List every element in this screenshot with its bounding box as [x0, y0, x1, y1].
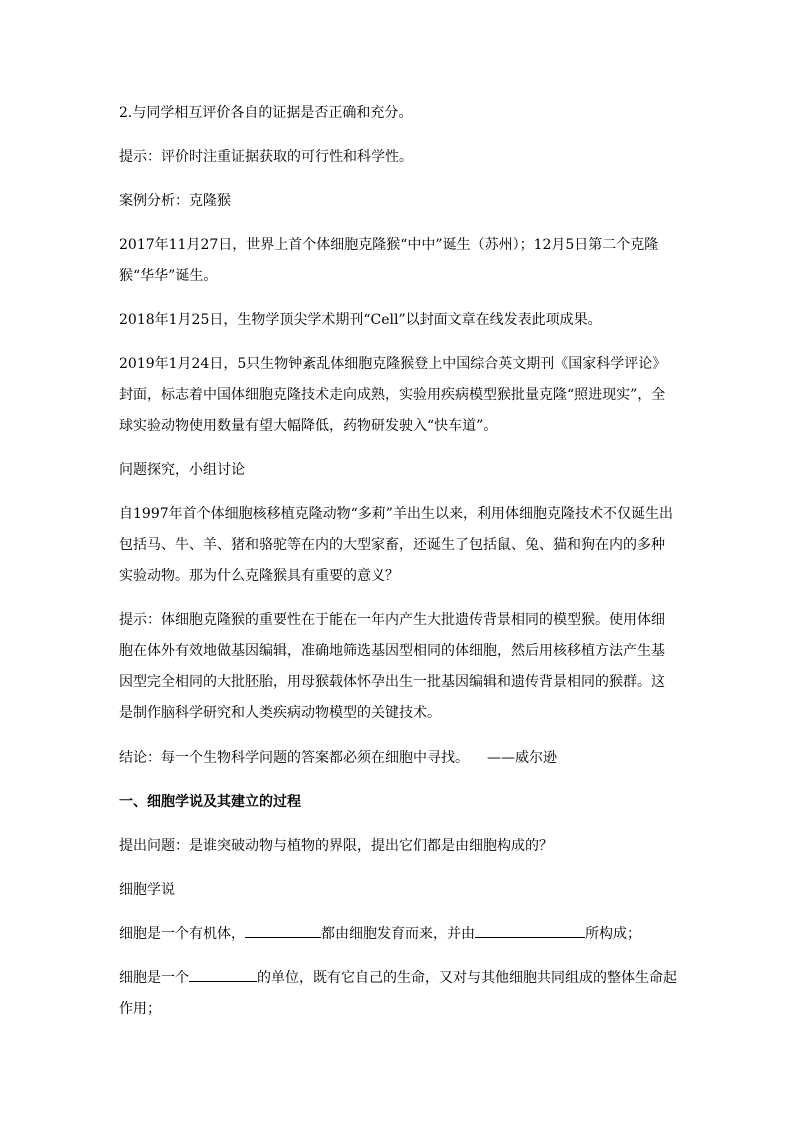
fill-text-b: 都由细胞发育而来，并由 — [321, 926, 475, 942]
conclusion-author: ——威尔逊 — [487, 750, 557, 766]
paragraph-2018: 2018年1月25日，生物学顶尖学术期刊“Cell”以封面文章在线发表此项成果。 — [119, 312, 602, 328]
paragraph-fill-blank-2 — [119, 963, 677, 1025]
fill-text-d: 细胞是一个 — [119, 970, 189, 986]
fill-text-e: 的单位，既有它自己的生命，又对与其他细胞共同组成的整体生命起作用； — [119, 970, 677, 1017]
paragraph-case-heading: 案例分析：克隆猴 — [119, 193, 231, 209]
paragraph-hint-evaluation: 提示：评价时注重证据获取的可行性和科学性。 — [119, 149, 413, 165]
paragraph-hint-importance: 提示：体细胞克隆猴的重要性在于能在一年内产生大批遗传背景相同的模型猴。使用体细胞在体外有效地做基因编辑，准确地筛选基因型相同的体细胞，然后用核移植方法产生基因型完全相同的大批胚胎，用母猴载体怀孕出生一批基因编辑和遗传背景相同的猴群。这是制作脑科学研究和人类疾病动物模型的关键技术。 — [119, 612, 665, 721]
conclusion-text: 结论：每一个生物科学问题的答案都必须在细胞中寻找。 — [119, 750, 469, 766]
paragraph-2017: 2017年11月27日，世界上首个体细胞克隆猴“中中”诞生（苏州）；12月5日第二个克隆猴“华华”诞生。 — [119, 237, 659, 284]
blank-line-unit[interactable] — [189, 967, 257, 982]
blank-line-composition[interactable] — [475, 923, 585, 938]
fill-text-a: 细胞是一个有机体， — [119, 926, 245, 942]
paragraph-cell-theory-label: 细胞学说 — [119, 882, 175, 898]
section-heading-cell-theory: 一、细胞学说及其建立的过程 — [119, 794, 301, 810]
paragraph-conclusion — [119, 743, 677, 774]
paragraph-evaluate-evidence: 2.与同学相互评价各自的证据是否正确和充分。 — [119, 105, 413, 121]
paragraph-question: 提出问题：是谁突破动物与植物的界限，提出它们都是由细胞构成的？ — [119, 838, 553, 854]
blank-line-organisms[interactable] — [245, 923, 321, 938]
paragraph-discussion-heading: 问题探究，小组讨论 — [119, 462, 245, 478]
paragraph-2019: 2019年1月24日，5只生物钟紊乱体细胞克隆猴登上中国综合英文期刊《国家科学评论》封面，标志着中国体细胞克隆技术走向成熟，实验用疾病模型猴批量克隆“照进现实”，全球实验动物使用数量有望大幅降低，药物研发驶入“快车道”。 — [119, 356, 667, 434]
paragraph-fill-blank-1 — [119, 919, 677, 950]
paragraph-dolly: 自1997年首个体细胞核移植克隆动物“多莉”羊出生以来，利用体细胞克隆技术不仅诞生出包括马、牛、羊、猪和骆驼等在内的大型家畜，还诞生了包括鼠、兔、猫和狗在内的多种实验动物。那为什么克隆猴具有重要的意义？ — [119, 506, 673, 584]
fill-text-c: 所构成； — [585, 926, 641, 942]
